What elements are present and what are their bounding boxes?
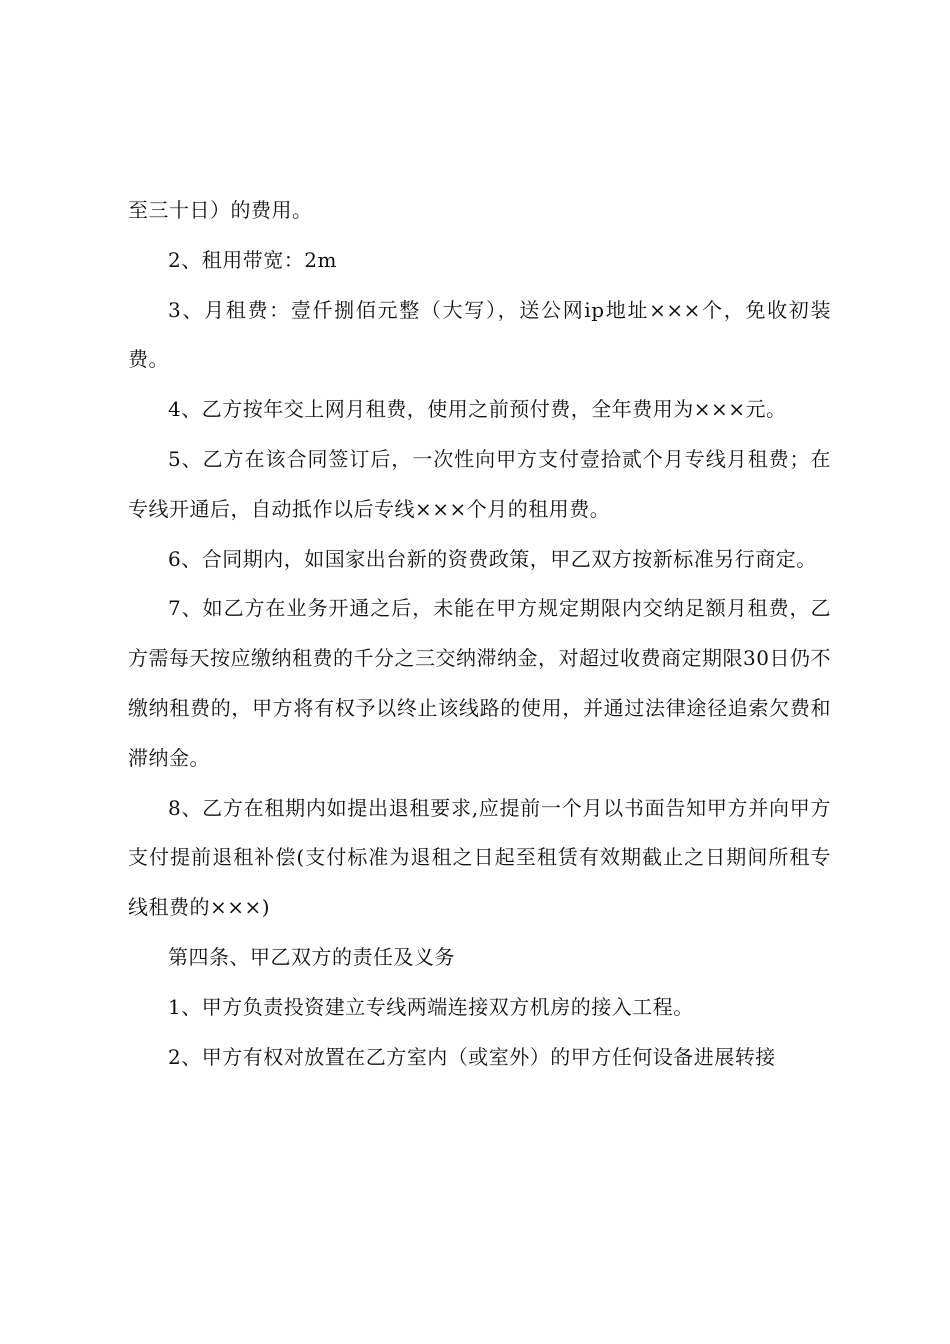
paragraph-policy-change: 6、合同期内，如国家出台新的资费政策，甲乙双方按新标准另行商定。: [168, 546, 817, 571]
paragraph-continuation: 至三十日）的费用。: [128, 198, 313, 222]
paragraph-annual-payment: 4、乙方按年交上网月租费，使用之前预付费，全年费用为×××元。: [168, 397, 787, 422]
paragraph-bandwidth: 2、租用带宽：2m: [168, 247, 337, 272]
paragraph-monthly-fee: 3、月租费：壹仟捌佰元整（大写），送公网ip地址×××个，免收初装费。: [128, 297, 831, 372]
paragraph-early-termination: 8、乙方在租期内如提出退租要求,应提前一个月以书面告知甲方并向甲方支付提前退租补偿(支付标准为退租之日起至租赁有效期截止之日期间所租专线租费的×××): [128, 795, 831, 920]
document-body: [128, 186, 831, 1082]
paragraph-upfront-payment: 5、乙方在该合同签订后，一次性向甲方支付壹拾贰个月专线月租费；在专线开通后，自动抵作以后专线×××个月的租用费。: [128, 446, 831, 521]
paragraph-party-a-rights: 2、甲方有权对放置在乙方室内（或室外）的甲方任何设备进展转接: [168, 1044, 776, 1069]
section-heading-article-4: 第四条、甲乙双方的责任及义务: [168, 944, 455, 969]
paragraph-party-a-investment: 1、甲方负责投资建立专线两端连接双方机房的接入工程。: [168, 994, 694, 1019]
paragraph-late-fee: 7、如乙方在业务开通之后，未能在甲方规定期限内交纳足额月租费，乙方需每天按应缴纳租费的千分之三交纳滞纳金，对超过收费商定期限30日仍不缴纳租费的，甲方将有权予以终止该线路的使用，并通过法律途径追索欠费和滞纳金。: [128, 596, 831, 770]
